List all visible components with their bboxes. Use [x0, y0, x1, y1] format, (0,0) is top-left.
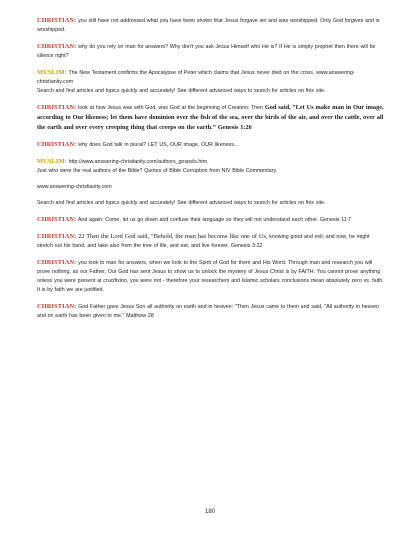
paragraph-text: you still have not addressed what you have been shown that Jesus forgave sin and was worshipped. Only God forgives and is worshipped.	[37, 18, 380, 33]
link-text: http://www.answering-christianity.com/authors_gospels.htm	[68, 159, 208, 165]
paragraph-christian-3	[37, 103, 384, 133]
speaker-label: MUSLIM:	[37, 69, 67, 76]
paragraph-christian-7	[37, 258, 384, 295]
scripture-quote: 22 Then the Lord God said, “Behold, the man has become like one of Us,	[78, 233, 268, 240]
paragraph-text: look at how Jesus was with God, was God at the beginning of Creation: Then	[78, 105, 264, 111]
paragraph-text: The New Testament confirms the Apocalypse of Peter which claims that Jesus never died on the cross. www.answering-christianity.com	[37, 70, 355, 85]
paragraph-christian-4	[37, 140, 384, 150]
paragraph-muslim-1	[37, 68, 384, 96]
page-number: 180	[204, 509, 215, 515]
paragraph-text: you look to man for answers, when we look to the Spirit of God for them and His Word. Through man and research you will prove nothing, as our Father, Our God has sent Jesus to show us to unlock the mystery of Jesus Christ is by FAITH. You cannot prove anything unless you were present at crucifixion, you were not - therefore your researchers and Islamic scholars conclusions mean absolutely zero vs. faith. It is by faith we are justified.	[37, 260, 384, 293]
speaker-label: CHRISTIAN:	[37, 104, 77, 111]
paragraph-text: Just who were the real authors of the Bible? Quotes of Bible Corruption from NIV Bible Commentary.	[37, 168, 278, 174]
paragraph-muslim-2	[37, 157, 384, 176]
speaker-label: CHRISTIAN:	[37, 43, 77, 50]
paragraph-search	[37, 199, 384, 208]
speaker-label: CHRISTIAN:	[37, 17, 77, 24]
speaker-label: CHRISTIAN:	[37, 141, 77, 148]
paragraph-text: God Father gave Jesus Son all authority on earth and in heaven: "Then Jesus came to them and said, "All authority in heaven and on earth has been given to me." Matthew 28	[37, 304, 380, 319]
paragraph-text: Search and find articles and topics quickly and accurately! See different advanced ways to search for articles on this site.	[37, 88, 326, 94]
paragraph-text: why does God talk in plural? LET US, OUR image, OUR likeness...	[78, 142, 239, 148]
speaker-label: CHRISTIAN:	[37, 216, 77, 223]
scripture-quote: God said, “Let Us make man in Our image, according to Our likeness; let them have dominion over the fish of the sea, over the birds of the air, and over the cattle, over all the earth and over every creeping thing that creeps on the earth.” Genesis 1:26	[37, 104, 384, 131]
speaker-label: MUSLIM:	[37, 158, 67, 165]
paragraph-site	[37, 183, 384, 192]
paragraph-christian-8	[37, 302, 384, 321]
paragraph-text: knowing good and evil; and now, he might stretch out his hand, and take also from the tree of life, and eat, and live forever. Genesis 3:22	[37, 234, 370, 249]
speaker-label: CHRISTIAN:	[37, 303, 77, 310]
paragraph-text: Search and find articles and topics quickly and accurately! See different advanced ways to search for articles on this site.	[37, 200, 326, 206]
paragraph-christian-6	[37, 232, 384, 251]
paragraph-christian-5	[37, 215, 384, 225]
speaker-label: CHRISTIAN:	[37, 233, 77, 240]
speaker-label: CHRISTIAN:	[37, 259, 77, 266]
paragraph-text: why do you rely on man for answers? Why don't you ask Jesus Himself who He is? If He is simply prophet then there will be silence right?	[37, 44, 376, 59]
paragraph-text: And again: Come, let us go down and confuse their language so they will not understand each other. Genesis 11:7	[77, 217, 352, 223]
link-text: www.answering-christianity.com	[37, 184, 112, 190]
paragraph-christian-2	[37, 42, 384, 61]
paragraph-christian-1	[37, 16, 384, 35]
